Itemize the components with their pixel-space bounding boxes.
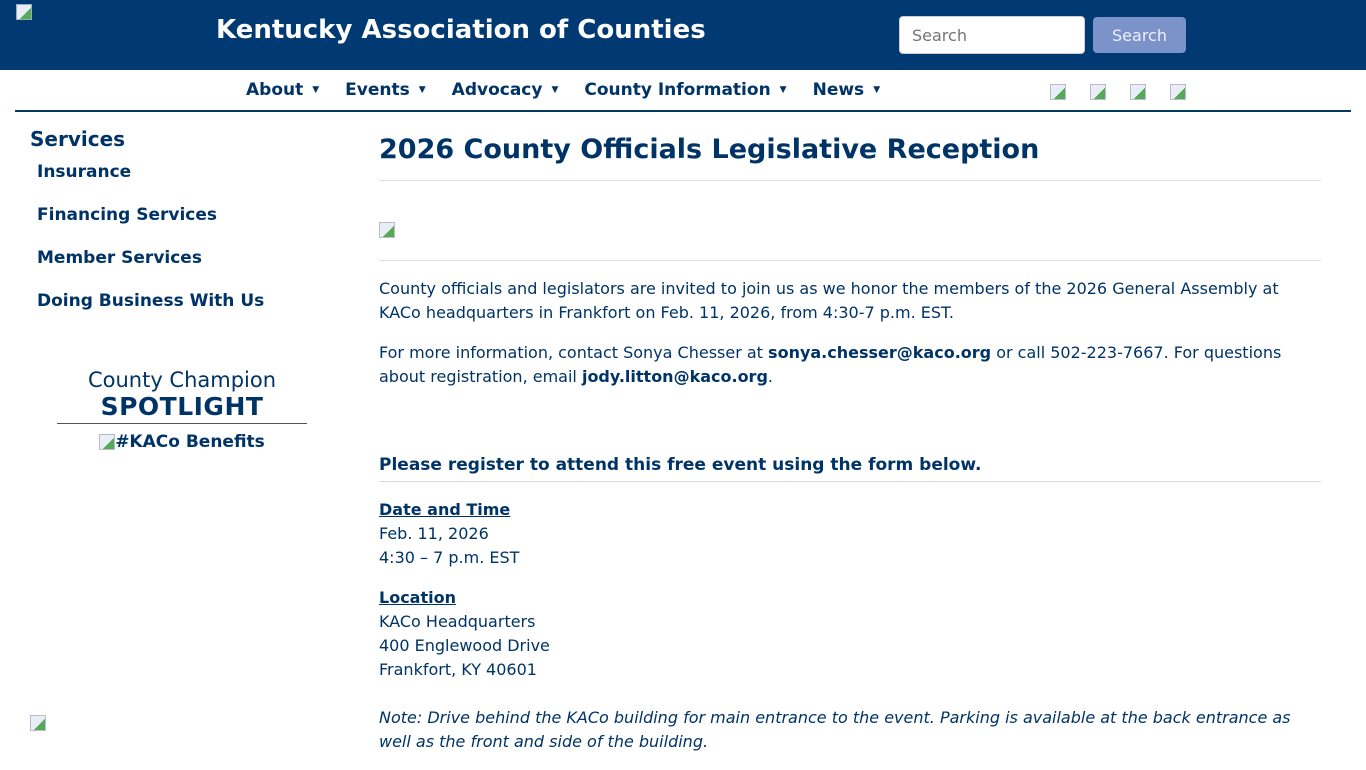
event-time: 4:30 – 7 p.m. EST bbox=[379, 548, 520, 567]
nav-news[interactable] bbox=[813, 80, 881, 100]
broken-image-icon bbox=[99, 434, 115, 450]
champion-image[interactable] bbox=[57, 432, 307, 452]
search-button[interactable]: Search bbox=[1093, 17, 1186, 53]
search-input[interactable] bbox=[899, 16, 1085, 54]
champion-line1: County Champion bbox=[87, 368, 277, 392]
nav-divider bbox=[15, 110, 1351, 112]
nav-label: News bbox=[812, 80, 865, 100]
nav-advocacy[interactable] bbox=[452, 80, 559, 100]
contact-paragraph bbox=[379, 341, 1321, 389]
caret-down-icon: ▼ bbox=[873, 85, 881, 95]
nav-about[interactable] bbox=[246, 80, 319, 100]
intro-paragraph: County officials and legislators are invited to join us as we honor the members of the 2026 General Assembly at KACo headquarters in Frankfort on Feb. 11, 2026, from 4:30-7 p.m. EST. bbox=[379, 279, 1279, 322]
site-header bbox=[0, 0, 1366, 70]
location-line: Frankfort, KY 40601 bbox=[379, 660, 537, 679]
location-line: 400 Englewood Drive bbox=[379, 636, 550, 655]
caret-down-icon: ▼ bbox=[779, 85, 787, 95]
site-title[interactable]: Kentucky Association of Counties bbox=[216, 15, 706, 45]
nav-county-information[interactable] bbox=[584, 80, 786, 100]
caret-down-icon: ▼ bbox=[312, 85, 320, 95]
date-heading: Date and Time bbox=[379, 500, 511, 519]
caret-down-icon: ▼ bbox=[551, 85, 559, 95]
text: For more information, contact Sonya Chesser at bbox=[379, 343, 769, 362]
caret-down-icon: ▼ bbox=[418, 85, 426, 95]
date-section bbox=[379, 498, 1321, 570]
text: . bbox=[767, 367, 773, 386]
social-icon-4[interactable] bbox=[1170, 84, 1186, 100]
logo-image[interactable] bbox=[16, 4, 32, 20]
email-link-jody[interactable]: jody.litton@kaco.org bbox=[581, 367, 768, 386]
sidebar-item-member-services[interactable]: Member Services bbox=[37, 248, 202, 268]
sidebar-item-insurance[interactable]: Insurance bbox=[37, 162, 132, 182]
nav-label: Advocacy bbox=[451, 80, 543, 100]
nav-label: Events bbox=[345, 80, 410, 100]
text: or call 502-223-7667. For questions about registration, email bbox=[379, 343, 1282, 386]
social-icon-3[interactable] bbox=[1130, 84, 1146, 100]
champion-line2: SPOTLIGHT bbox=[57, 392, 307, 424]
social-icon-1[interactable] bbox=[1050, 84, 1066, 100]
location-heading: Location bbox=[379, 588, 456, 607]
nav-label: County Information bbox=[584, 80, 771, 100]
main-nav bbox=[246, 80, 906, 100]
page-title: 2026 County Officials Legislative Reception bbox=[379, 133, 1321, 181]
main-content bbox=[379, 133, 1321, 770]
nav-label: About bbox=[246, 80, 304, 100]
sidebar-heading: Services bbox=[30, 127, 126, 151]
event-banner-image bbox=[379, 222, 395, 238]
register-note: Please register to attend this free event using the form below. bbox=[379, 453, 1321, 482]
nav-events[interactable] bbox=[345, 80, 426, 100]
image-alt-text: #KACo Benefits bbox=[115, 432, 265, 452]
sidebar-item-financing[interactable]: Financing Services bbox=[37, 205, 218, 225]
event-date: Feb. 11, 2026 bbox=[379, 524, 489, 543]
county-champion-spotlight bbox=[57, 368, 307, 452]
parking-note: Note: Drive behind the KACo building for main entrance to the event. Parking is available at the back entrance as well as the front and side of the building. bbox=[379, 708, 1291, 751]
email-link-sonya[interactable]: sonya.chesser@kaco.org bbox=[768, 343, 992, 362]
sidebar-ad-image[interactable] bbox=[30, 715, 46, 731]
social-icon-2[interactable] bbox=[1090, 84, 1106, 100]
sidebar-item-doing-business[interactable]: Doing Business With Us bbox=[37, 291, 265, 311]
location-line: KACo Headquarters bbox=[379, 612, 536, 631]
location-section bbox=[379, 586, 1321, 682]
